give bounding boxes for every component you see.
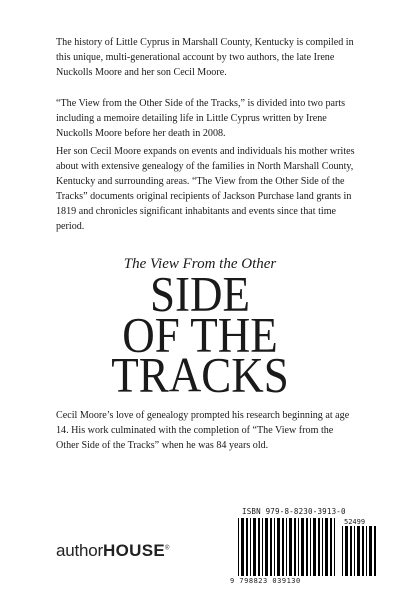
genealogy-paragraph: Her son Cecil Moore expands on events and individuals his mother writes about with extensive genealogy of the families in North Marshall County, Kentucky and surrounding areas. “The View from the Other Side of the Tracks” documents original recipients of Jackson Purchase land grants in 1819 and chronicles significant inhabitants and events since that time period.	[56, 146, 355, 232]
main-barcode	[238, 518, 338, 576]
intro-paragraph: The history of Little Cyprus in Marshall County, Kentucky is compiled in this unique, multi-generational account by two authors, the late Irene Nuckolls Moore and her son Cecil Moore.	[56, 37, 354, 78]
addon-digits: 52499	[344, 518, 366, 526]
publisher-logo-house: HOUSE	[103, 541, 165, 560]
title-line-3: TRACKS	[111, 347, 289, 403]
isbn-text: ISBN 979-8-8230-3913-0	[242, 507, 346, 516]
title-line-2: OF THE	[122, 307, 278, 363]
publisher-logo	[56, 541, 169, 561]
title-subtitle: The View From the Other	[123, 256, 277, 272]
title-line-1: SIDE	[150, 266, 250, 322]
publisher-logo-author: author	[56, 541, 104, 560]
book-structure-paragraph: “The View from the Other Side of the Tracks,” is divided into two parts including a memoire detailing life in Little Cyprus written by Irene Nuckolls Moore before her death in 2008.	[56, 98, 346, 139]
barcode-digits: 9 798823 039130	[230, 577, 301, 585]
addon-barcode	[342, 526, 382, 576]
registered-mark: ®	[164, 545, 170, 552]
author-paragraph: Cecil Moore’s love of genealogy prompted his research beginning at age 14. His work culminated with the completion of “The View from the Other Side of the Tracks” when he was 84 years old.	[56, 410, 350, 451]
